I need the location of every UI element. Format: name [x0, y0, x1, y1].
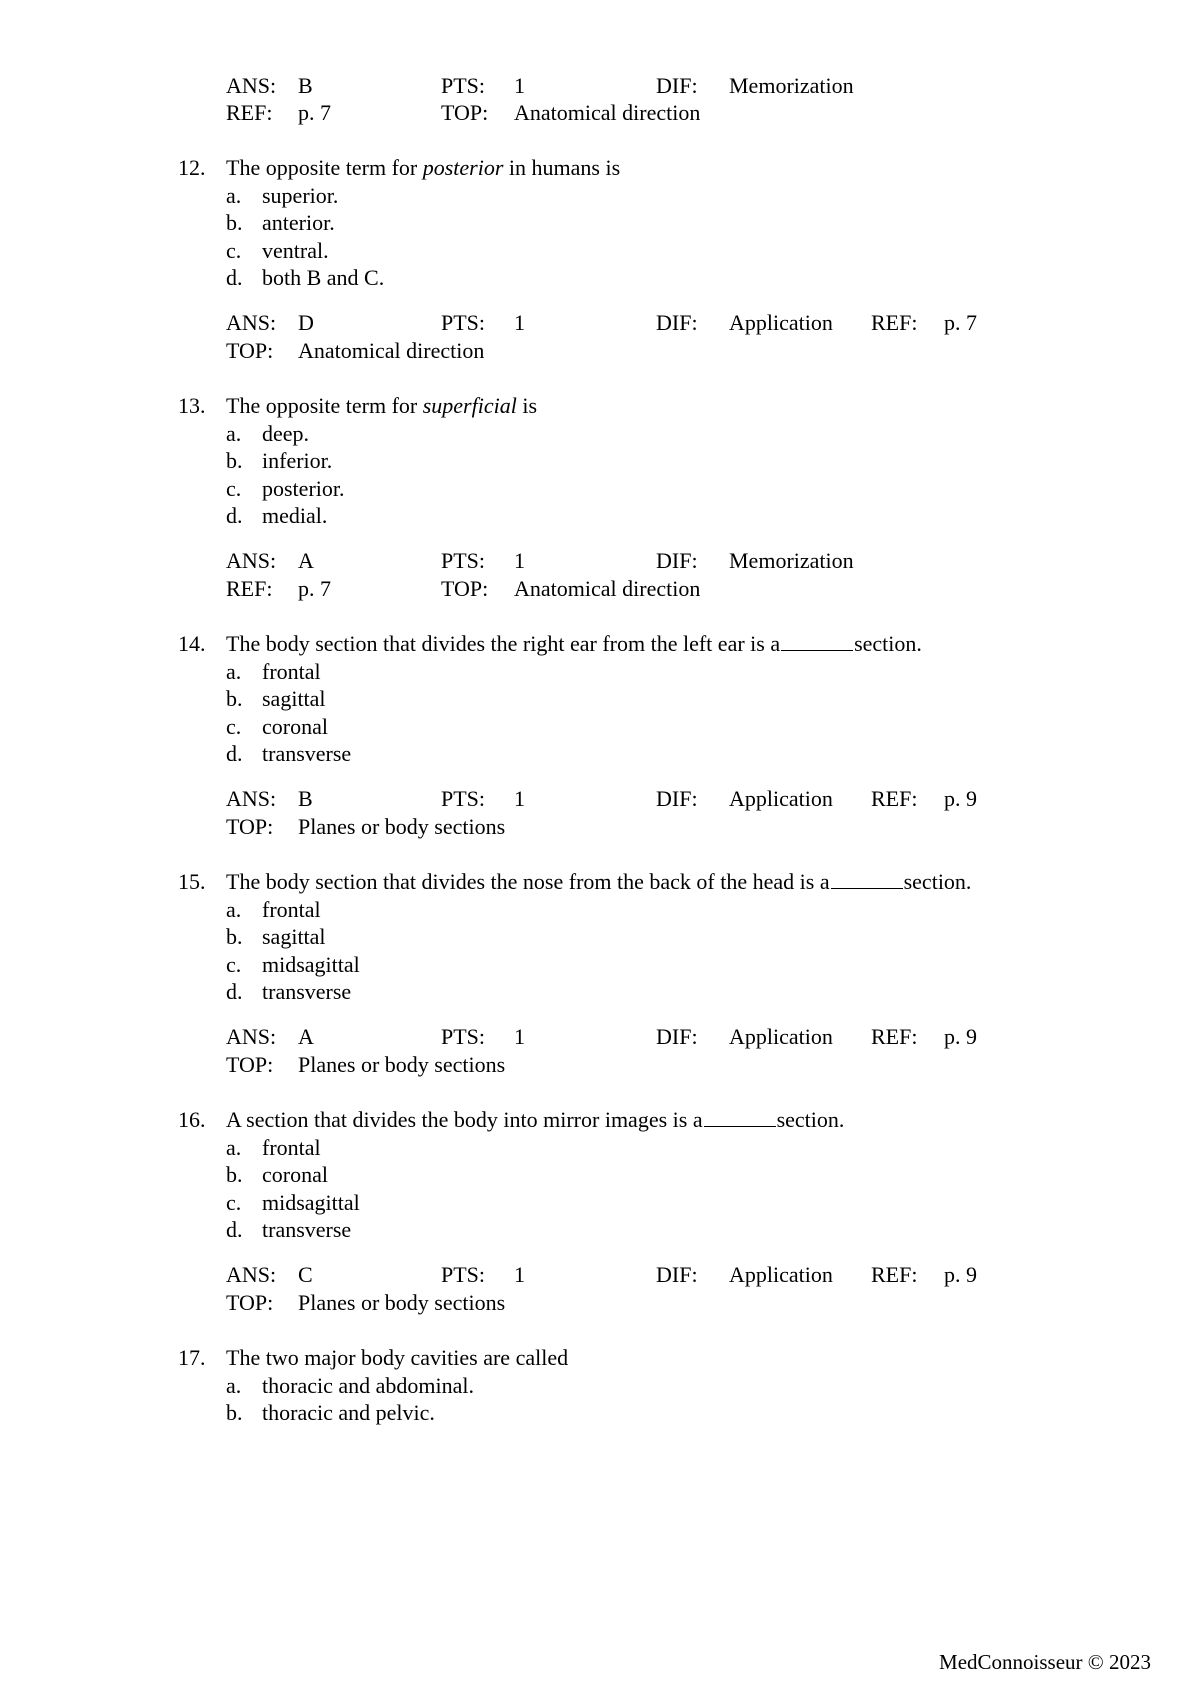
option-text: thoracic and pelvic. — [262, 1400, 435, 1425]
ref-label: REF: — [226, 576, 273, 601]
top-value: Anatomical direction — [298, 338, 485, 363]
ans-label: ANS: — [226, 1024, 277, 1049]
ref-value: p. 9 — [944, 1024, 977, 1049]
option-text: frontal — [262, 659, 321, 684]
top-label: TOP: — [226, 814, 274, 839]
option-letter: b. — [226, 448, 243, 473]
question-stem: The opposite term for posterior in humans is — [226, 155, 621, 180]
option-text: inferior. — [262, 448, 333, 473]
ans-value: A — [298, 1024, 314, 1049]
option-letter: b. — [226, 924, 243, 949]
dif-value: Memorization — [729, 548, 854, 573]
option-letter: a. — [226, 659, 242, 684]
pts-label: PTS: — [441, 1024, 486, 1049]
dif-value: Memorization — [729, 73, 854, 98]
question-stem: A section that divides the body into mirror images is a section. — [226, 1107, 845, 1132]
option-text: transverse — [262, 741, 352, 766]
ref-value: p. 7 — [298, 100, 331, 125]
dif-label: DIF: — [656, 310, 698, 335]
question-number: 14. — [178, 631, 206, 656]
option-text: deep. — [262, 421, 310, 446]
pts-label: PTS: — [441, 786, 486, 811]
top-value: Anatomical direction — [514, 100, 701, 125]
dif-label: DIF: — [656, 1262, 698, 1287]
option-letter: a. — [226, 183, 242, 208]
top-label: TOP: — [226, 1052, 274, 1077]
option-text: coronal — [262, 1162, 328, 1187]
answer-blank — [831, 870, 903, 889]
question-number: 13. — [178, 393, 206, 418]
ref-label: REF: — [226, 100, 273, 125]
answer-blank — [704, 1108, 776, 1127]
ans-label: ANS: — [226, 1262, 277, 1287]
ans-label: ANS: — [226, 786, 277, 811]
option-text: sagittal — [262, 924, 326, 949]
ans-label: ANS: — [226, 73, 277, 98]
dif-value: Application — [729, 1262, 833, 1287]
option-letter: a. — [226, 1135, 242, 1160]
option-letter: b. — [226, 1162, 243, 1187]
option-letter: c. — [226, 952, 242, 977]
option-letter: d. — [226, 503, 243, 528]
option-letter: d. — [226, 741, 243, 766]
option-text: anterior. — [262, 210, 335, 235]
question-number: 16. — [178, 1107, 206, 1132]
top-value: Planes or body sections — [298, 1290, 506, 1315]
question-number: 12. — [178, 155, 206, 180]
top-label: TOP: — [441, 100, 489, 125]
ans-value: C — [298, 1262, 313, 1287]
option-text: coronal — [262, 714, 328, 739]
ans-label: ANS: — [226, 548, 277, 573]
question-stem: The opposite term for superficial is — [226, 393, 538, 418]
option-letter: c. — [226, 714, 242, 739]
ans-value: A — [298, 548, 314, 573]
dif-value: Application — [729, 1024, 833, 1049]
ans-value: B — [298, 786, 313, 811]
option-text: posterior. — [262, 476, 345, 501]
pts-value: 1 — [514, 786, 525, 811]
dif-value: Application — [729, 310, 833, 335]
top-label: TOP: — [441, 576, 489, 601]
pts-value: 1 — [514, 1262, 525, 1287]
dif-label: DIF: — [656, 73, 698, 98]
option-letter: c. — [226, 1190, 242, 1215]
ref-label: REF: — [871, 1024, 918, 1049]
ans-value: B — [298, 73, 313, 98]
option-text: frontal — [262, 897, 321, 922]
pts-label: PTS: — [441, 73, 486, 98]
dif-label: DIF: — [656, 548, 698, 573]
dif-label: DIF: — [656, 786, 698, 811]
option-letter: a. — [226, 421, 242, 446]
ref-value: p. 7 — [944, 310, 977, 335]
dif-label: DIF: — [656, 1024, 698, 1049]
option-text: midsagittal — [262, 1190, 360, 1215]
ref-value: p. 9 — [944, 1262, 977, 1287]
option-letter: b. — [226, 1400, 243, 1425]
option-text: midsagittal — [262, 952, 360, 977]
option-text: frontal — [262, 1135, 321, 1160]
option-text: both B and C. — [262, 265, 385, 290]
ref-value: p. 7 — [298, 576, 331, 601]
option-letter: d. — [226, 1217, 243, 1242]
top-value: Planes or body sections — [298, 1052, 506, 1077]
question-stem: The body section that divides the right ear from the left ear is a section. — [226, 631, 922, 656]
pts-value: 1 — [514, 73, 525, 98]
option-text: superior. — [262, 183, 339, 208]
option-letter: c. — [226, 238, 242, 263]
option-text: transverse — [262, 979, 352, 1004]
ref-label: REF: — [871, 786, 918, 811]
top-label: TOP: — [226, 1290, 274, 1315]
option-letter: d. — [226, 265, 243, 290]
option-text: transverse — [262, 1217, 352, 1242]
question-number: 17. — [178, 1345, 206, 1370]
option-text: thoracic and abdominal. — [262, 1373, 474, 1398]
ref-value: p. 9 — [944, 786, 977, 811]
top-label: TOP: — [226, 338, 274, 363]
option-letter: a. — [226, 1373, 242, 1398]
option-text: medial. — [262, 503, 328, 528]
option-text: sagittal — [262, 686, 326, 711]
ref-label: REF: — [871, 310, 918, 335]
pts-value: 1 — [514, 548, 525, 573]
ans-value: D — [298, 310, 314, 335]
question-number: 15. — [178, 869, 206, 894]
pts-label: PTS: — [441, 1262, 486, 1287]
pts-label: PTS: — [441, 310, 486, 335]
pts-value: 1 — [514, 310, 525, 335]
option-letter: b. — [226, 210, 243, 235]
option-text: ventral. — [262, 238, 329, 263]
answer-blank — [781, 632, 853, 651]
dif-value: Application — [729, 786, 833, 811]
question-stem: The two major body cavities are called — [226, 1345, 569, 1370]
question-stem: The body section that divides the nose from the back of the head is a section. — [226, 869, 972, 894]
ref-label: REF: — [871, 1262, 918, 1287]
pts-label: PTS: — [441, 548, 486, 573]
ans-label: ANS: — [226, 310, 277, 335]
option-letter: d. — [226, 979, 243, 1004]
option-letter: a. — [226, 897, 242, 922]
pts-value: 1 — [514, 1024, 525, 1049]
top-value: Planes or body sections — [298, 814, 506, 839]
top-value: Anatomical direction — [514, 576, 701, 601]
option-letter: b. — [226, 686, 243, 711]
page-footer: MedConnoisseur © 2023 — [939, 1650, 1151, 1674]
option-letter: c. — [226, 476, 242, 501]
